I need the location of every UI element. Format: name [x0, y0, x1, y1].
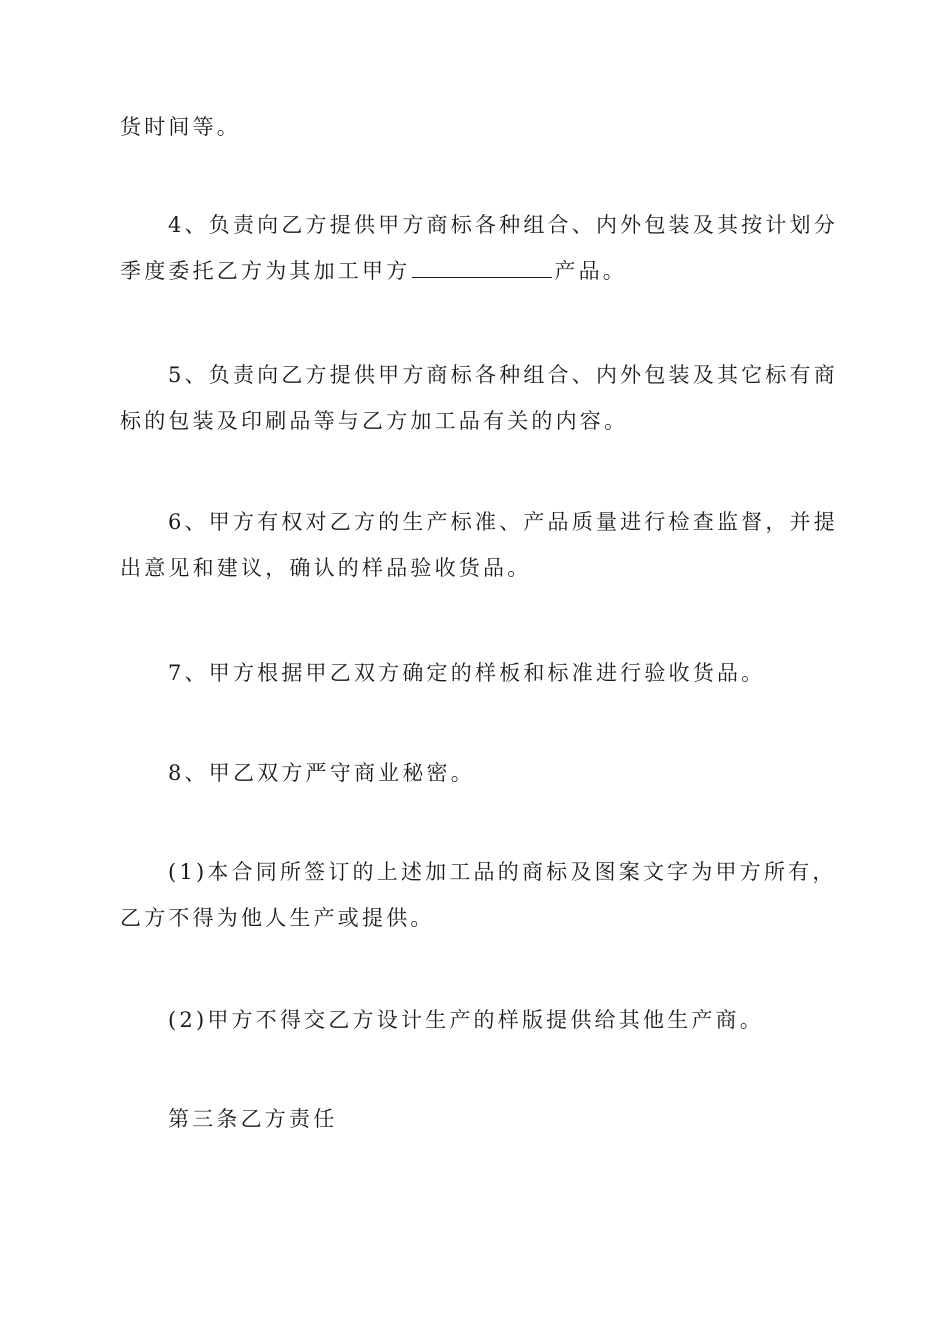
paragraph-continuation [120, 104, 832, 150]
paragraph-item-5 [120, 352, 838, 444]
paragraph-subitem-1 [120, 849, 837, 941]
section-heading [120, 1096, 832, 1142]
text-line: 出意见和建议，确认的样品验收货品。 [120, 556, 532, 580]
text-line: 产品。 [554, 259, 628, 283]
fill-in-blank[interactable] [412, 257, 552, 278]
text-line: 7、甲方根据甲乙双方确定的样板和标准进行验收货品。 [168, 661, 766, 685]
paragraph-item-7 [120, 650, 832, 696]
text-line: 4、负责向乙方提供甲方商标各种组合、内外包装及其按计划分 [168, 213, 838, 237]
text-line: 标的包装及印刷品等与乙方加工品有关的内容。 [120, 409, 629, 433]
text-line: 8、甲乙双方严守商业秘密。 [168, 761, 475, 785]
text-line: 季度委托乙方为其加工甲方 [120, 259, 411, 283]
text-line: (1)本合同所签订的上述加工品的商标及图案文字为甲方所有， [168, 860, 837, 884]
paragraph-subitem-2 [120, 997, 832, 1043]
text-line: 6、甲方有权对乙方的生产标准、产品质量进行检查监督，并提 [168, 510, 838, 534]
paragraph-item-6 [120, 499, 838, 591]
text-line: 第三条乙方责任 [168, 1107, 338, 1131]
paragraph-item-8 [120, 750, 832, 796]
text-line: 货时间等。 [120, 115, 241, 139]
text-line: 5、负责向乙方提供甲方商标各种组合、内外包装及其它标有商 [168, 363, 838, 387]
paragraph-item-4 [120, 202, 838, 294]
text-line: (2)甲方不得交乙方设计生产的样版提供给其他生产商。 [168, 1008, 764, 1032]
text-line: 乙方不得为他人生产或提供。 [120, 906, 435, 930]
